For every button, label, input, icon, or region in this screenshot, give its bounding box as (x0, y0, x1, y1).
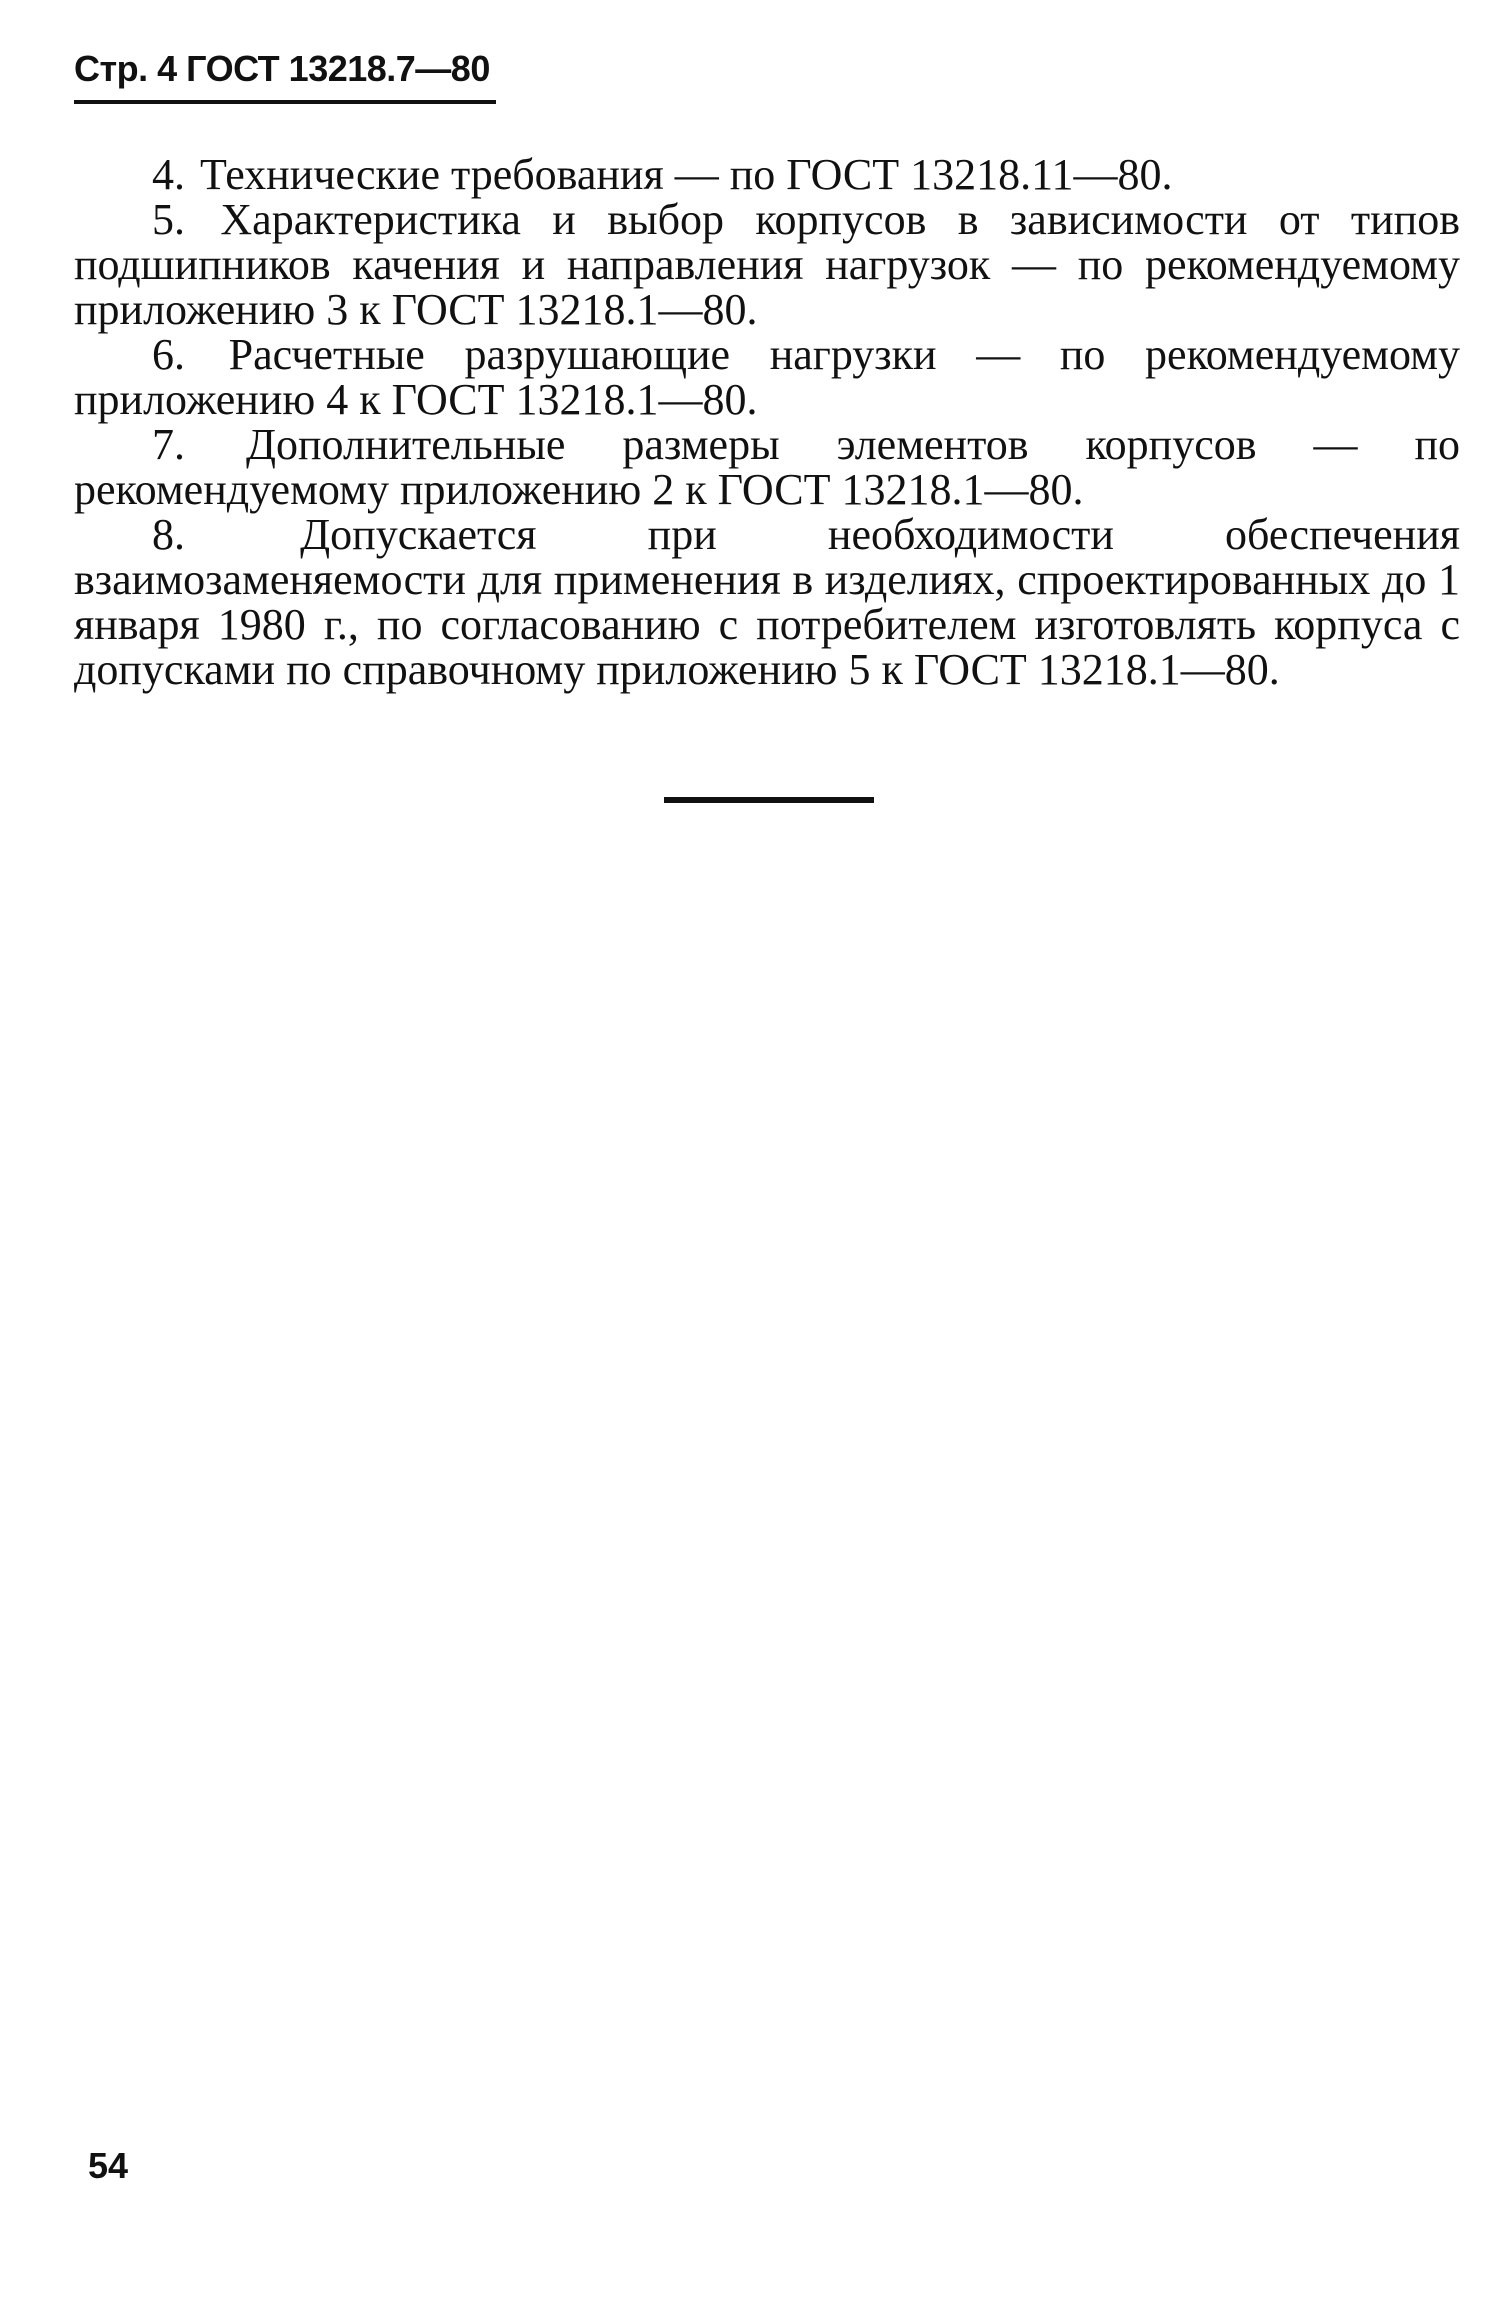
body-text (74, 152, 1460, 692)
paragraph-number: 7. (152, 420, 185, 469)
header-rule (74, 100, 496, 104)
paragraph-text: Технические требования — по ГОСТ 13218.11—80. (200, 150, 1173, 199)
end-of-section-rule (664, 797, 874, 803)
paragraph-item-6 (74, 332, 1460, 422)
paragraph-item-7 (74, 422, 1460, 512)
paragraph-text: Характеристика и выбор корпусов в зависимости от типов подшипников качения и направления нагрузок — по рекомендуемому приложению 3 к ГОСТ 13218.1—80. (74, 195, 1461, 334)
paragraph-item-4 (74, 152, 1460, 197)
paragraph-number: 4. (152, 150, 185, 199)
paragraph-number: 6. (152, 330, 185, 379)
paragraph-number: 5. (152, 195, 185, 244)
paragraph-item-8 (74, 512, 1460, 692)
paragraph-text: Допускается при необходимости обеспечения взаимозаменяемости для применения в изделиях, спроектированных до 1 января 1980 г., по согласованию с потребителем изготовлять корпуса с допусками по справочному приложению 5 к ГОСТ 13218.1—80. (74, 510, 1460, 694)
paragraph-text: Дополнительные размеры элементов корпусов — по рекомендуемому приложению 2 к ГОСТ 13218.1—80. (74, 420, 1461, 514)
running-head: Стр. 4 ГОСТ 13218.7—80 (74, 48, 490, 89)
paragraph-item-5 (74, 197, 1460, 332)
paragraph-text: Расчетные разрушающие нагрузки — по рекомендуемому приложению 4 к ГОСТ 13218.1—80. (74, 330, 1461, 424)
paragraph-number: 8. (152, 510, 185, 559)
page-number: 54 (88, 2145, 129, 2186)
